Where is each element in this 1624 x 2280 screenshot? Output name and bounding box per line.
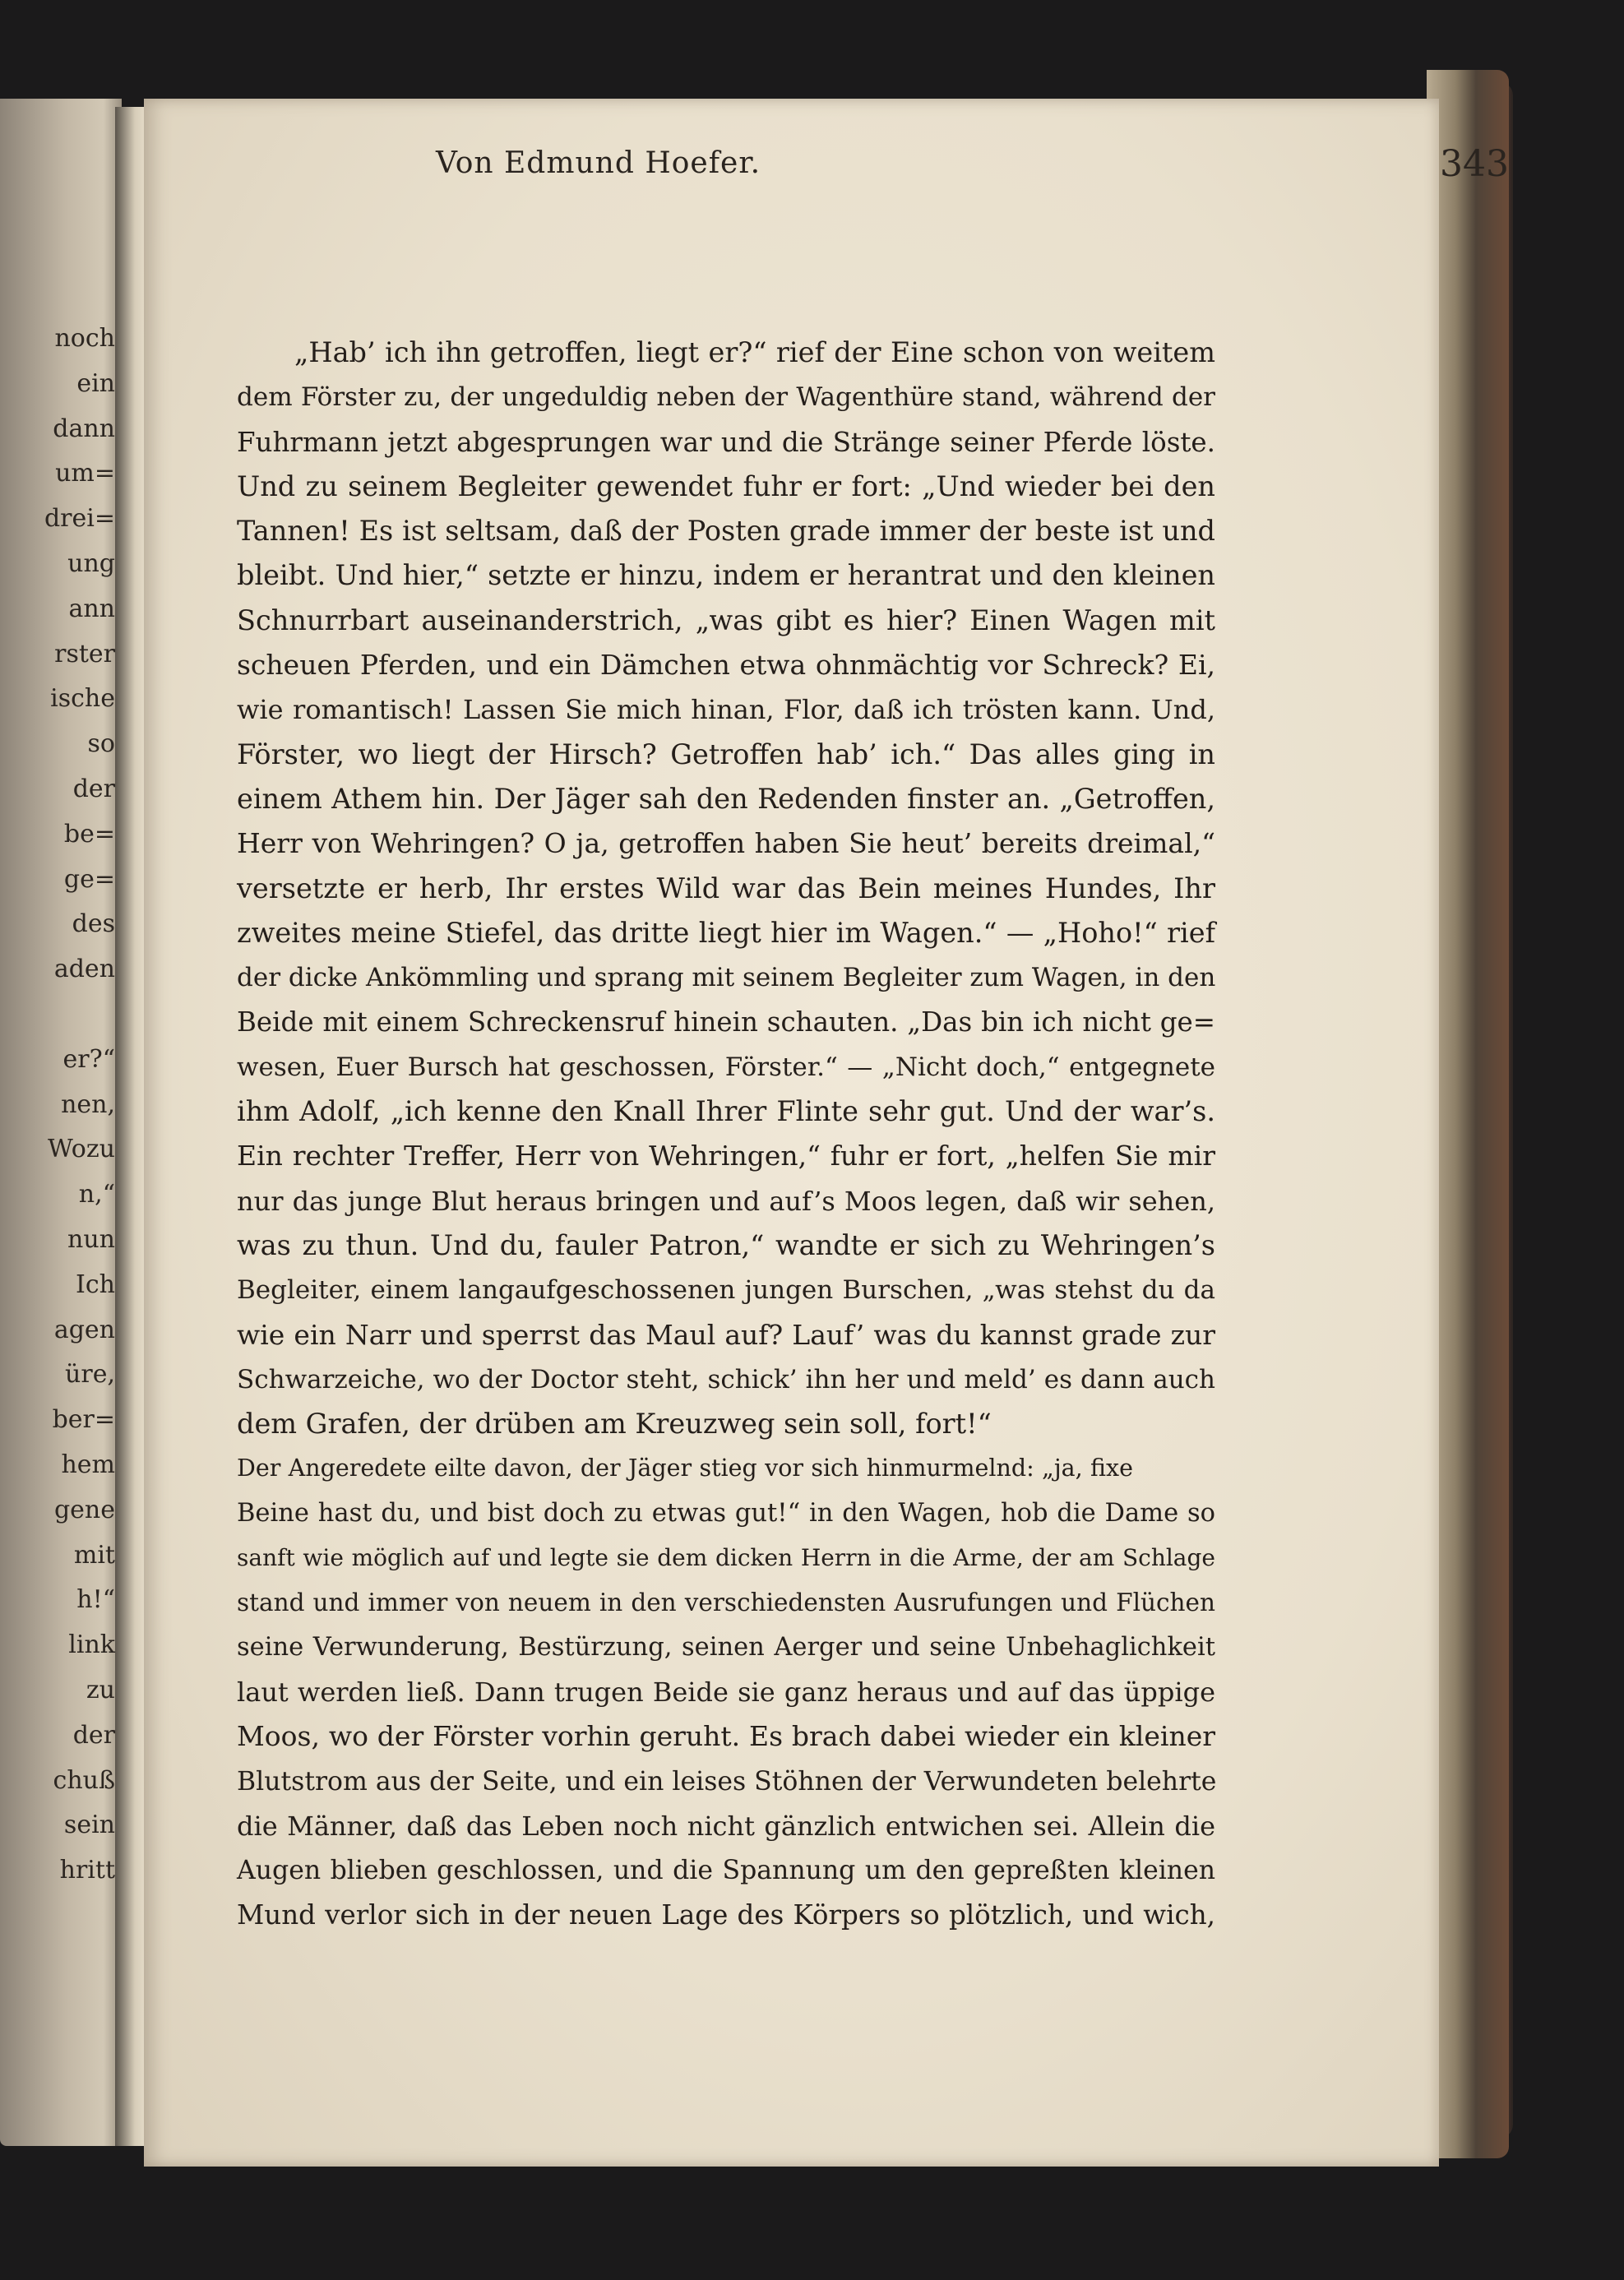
left-fragment: dann bbox=[53, 414, 115, 443]
text-line: Ein rechter Treffer, Herr von Wehringen,“ fuhr er fort, „helfen Sie mir bbox=[237, 1140, 1215, 1172]
text-line: Beide mit einem Schreckensruf hinein schauten. „Das bin ich nicht ge= bbox=[237, 1006, 1215, 1038]
left-fragment: Ich bbox=[76, 1269, 115, 1299]
left-fragment: so bbox=[87, 729, 115, 759]
text-line: Tannen! Es ist seltsam, daß der Posten grade immer der beste ist und bbox=[237, 515, 1215, 548]
left-fragment: h!“ bbox=[76, 1585, 115, 1615]
text-line: Blutstrom aus der Seite, und ein leises Stöhnen der Verwundeten belehrte bbox=[237, 1766, 1217, 1797]
left-fragment: nen, bbox=[61, 1089, 115, 1119]
book-gutter bbox=[115, 107, 148, 2146]
text-line: wie romantisch! Lassen Sie mich hinan, Flor, daß ich trösten kann. Und, bbox=[237, 694, 1215, 726]
text-line: versetzte er herb, Ihr erstes Wild war das Bein meines Hundes, Ihr bbox=[237, 872, 1215, 904]
text-line: was zu thun. Und du, fauler Patron,“ wandte er sich zu Wehringen’s bbox=[237, 1228, 1215, 1261]
text-line: Begleiter, einem langaufgeschossenen jungen Burschen, „was stehst du da bbox=[237, 1275, 1215, 1306]
left-fragment: ung bbox=[67, 548, 115, 578]
left-fragment: der bbox=[72, 1720, 115, 1750]
left-fragment: aden bbox=[53, 955, 115, 984]
text-line: Und zu seinem Begleiter gewendet fuhr er fort: „Und wieder bei den bbox=[237, 469, 1215, 502]
left-fragment: ann bbox=[68, 594, 115, 623]
left-fragment: noch bbox=[54, 324, 115, 353]
left-fragment: um= bbox=[55, 459, 115, 488]
text-line: Beine hast du, und bist doch zu etwas gut!“ in den Wagen, hob die Dame so bbox=[237, 1498, 1215, 1528]
left-fragment: der bbox=[72, 774, 115, 803]
left-fragment: n,“ bbox=[78, 1180, 115, 1209]
left-fragment: ische bbox=[50, 684, 115, 714]
text-line: dem Förster zu, der ungeduldig neben der Wagenthüre stand, während der bbox=[237, 382, 1215, 413]
left-fragment: ein bbox=[76, 368, 115, 398]
left-fragment: chuß bbox=[53, 1765, 115, 1795]
text-line: zweites meine Stiefel, das dritte liegt hier im Wagen.“ — „Hoho!“ rief bbox=[237, 916, 1215, 949]
left-fragment: er?“ bbox=[62, 1044, 115, 1074]
text-line: Mund verlor sich in der neuen Lage des Körpers so plötzlich, und wich, bbox=[237, 1899, 1215, 1931]
text-line: Der Angeredete eilte davon, der Jäger stieg vor sich hinmurmelnd: „ja, fixe bbox=[237, 1454, 1133, 1482]
text-line: dem Grafen, der drüben am Kreuzweg sein soll, fort!“ bbox=[237, 1408, 992, 1441]
text-line: die Männer, daß das Leben noch nicht gänzlich entwichen sei. Allein die bbox=[237, 1810, 1215, 1842]
left-facing-page bbox=[0, 99, 122, 2146]
left-fragment: nun bbox=[67, 1224, 115, 1254]
text-line: laut werden ließ. Dann trugen Beide sie ganz heraus und auf das üppige bbox=[237, 1676, 1215, 1708]
text-line: stand und immer von neuem in den verschiedensten Ausrufungen und Flüchen bbox=[237, 1589, 1215, 1617]
left-fragment: hem bbox=[61, 1450, 115, 1479]
text-line: Moos, wo der Förster vorhin geruht. Es brach dabei wieder ein kleiner bbox=[237, 1720, 1215, 1753]
page-header bbox=[436, 143, 1542, 196]
left-fragment: Wozu bbox=[48, 1135, 115, 1164]
text-line: Förster, wo liegt der Hirsch? Getroffen hab’ ich.“ Das alles ging in bbox=[237, 738, 1215, 770]
left-fragment: gene bbox=[53, 1495, 115, 1524]
left-fragment: be= bbox=[63, 819, 115, 849]
left-page-fragments bbox=[44, 317, 115, 1894]
text-line: Schwarzeiche, wo der Doctor steht, schick’ ihn her und meld’ es dann auch bbox=[237, 1364, 1215, 1394]
left-fragment: ge= bbox=[63, 864, 115, 894]
body-text bbox=[237, 331, 1215, 1938]
text-line: wesen, Euer Bursch hat geschossen, Förster.“ — „Nicht doch,“ entgegnete bbox=[237, 1052, 1215, 1082]
left-fragment: sein bbox=[63, 1811, 115, 1840]
left-fragment: des bbox=[72, 909, 115, 939]
text-line: seine Verwunderung, Bestürzung, seinen Aerger und seine Unbehaglichkeit bbox=[237, 1632, 1215, 1662]
text-line: wie ein Narr und sperrst das Maul auf? Lauf’ was du kannst grade zur bbox=[237, 1318, 1215, 1351]
left-fragment: hritt bbox=[59, 1856, 115, 1885]
running-title: Von Edmund Hoefer. bbox=[436, 146, 761, 180]
page-stack-edge bbox=[1427, 70, 1509, 2158]
left-fragment: link bbox=[68, 1630, 115, 1660]
left-fragment: drei= bbox=[44, 504, 115, 534]
left-fragment: mit bbox=[73, 1540, 115, 1570]
text-line: ihm Adolf, „ich kenne den Knall Ihrer Flinte sehr gut. Und der war’s. bbox=[237, 1095, 1215, 1128]
left-fragment: üre, bbox=[65, 1360, 115, 1390]
text-line: Schnurrbart auseinanderstrich, „was gibt es hier? Einen Wagen mit bbox=[237, 604, 1215, 636]
text-line: Herr von Wehringen? O ja, getroffen haben Sie heut’ bereits dreimal,“ bbox=[237, 827, 1215, 860]
text-line: Fuhrmann jetzt abgesprungen war und die Stränge seiner Pferde löste. bbox=[237, 426, 1215, 458]
text-line: einem Athem hin. Der Jäger sah den Redenden finster an. „Getroffen, bbox=[237, 782, 1215, 815]
text-line: sanft wie möglich auf und legte sie dem dicken Herrn in die Arme, der am Schlage bbox=[237, 1544, 1215, 1572]
text-line: der dicke Ankömmling und sprang mit seinem Begleiter zum Wagen, in den bbox=[237, 963, 1216, 993]
text-line: „Hab’ ich ihn getroffen, liegt er?“ rief der Eine schon von weitem bbox=[294, 336, 1215, 368]
left-fragment: agen bbox=[53, 1315, 115, 1344]
left-fragment: zu bbox=[86, 1675, 115, 1704]
page-number: 343 bbox=[1440, 143, 1509, 185]
left-fragment: rster bbox=[54, 639, 115, 668]
left-fragment: ber= bbox=[52, 1405, 115, 1435]
text-line: Augen blieben geschlossen, und die Spannung um den gepreßten kleinen bbox=[237, 1856, 1215, 1886]
text-line: bleibt. Und hier,“ setzte er hinzu, indem er herantrat und den kleinen bbox=[237, 559, 1215, 592]
text-line: scheuen Pferden, und ein Dämchen etwa ohnmächtig vor Schreck? Ei, bbox=[237, 649, 1215, 682]
text-line: nur das junge Blut heraus bringen und auf’s Moos legen, daß wir sehen, bbox=[237, 1185, 1215, 1217]
